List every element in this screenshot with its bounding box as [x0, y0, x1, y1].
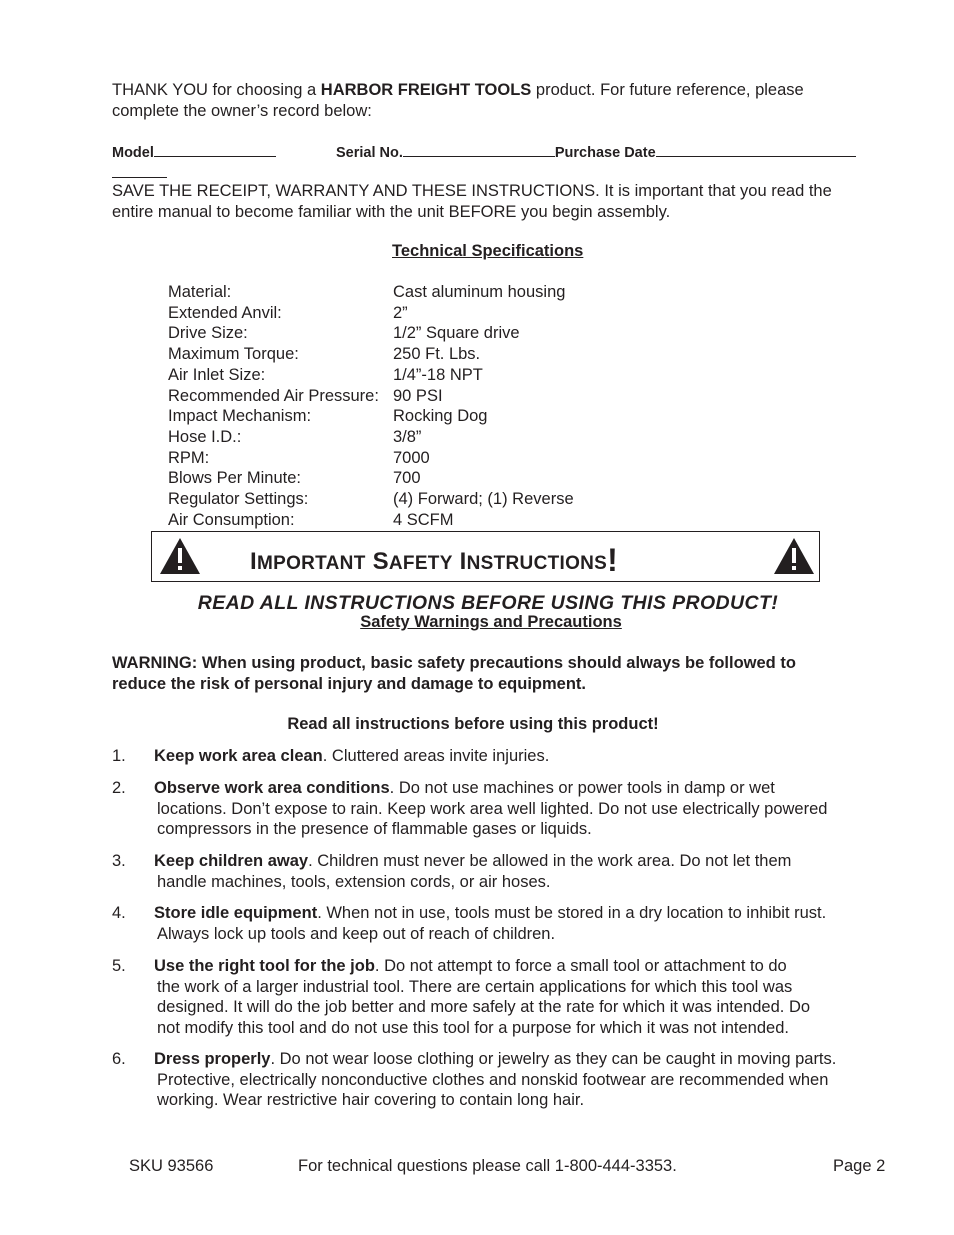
- spec-value: 1/4”-18 NPT: [393, 366, 483, 384]
- spec-value: Rocking Dog: [393, 407, 488, 425]
- footer-page-number: Page 2: [833, 1157, 886, 1175]
- spec-label: Hose I.D.:: [168, 428, 242, 446]
- model-blank: [154, 142, 276, 157]
- item-text: . Children must never be allowed in the work area. Do not let them: [308, 852, 792, 870]
- purchase-date-label: Purchase Date: [554, 145, 656, 161]
- item-continuation-line: compressors in the presence of flammable gases or liquids.: [157, 820, 592, 838]
- item-continuation-line: locations. Don’t expose to rain. Keep work area well lighted. Do not use electrically powered: [157, 800, 828, 818]
- spec-value: 2”: [393, 304, 408, 322]
- save-line-1: SAVE THE RECEIPT, WARRANTY AND THESE INSTRUCTIONS. It is important that you read the: [112, 182, 832, 200]
- safety-heading: Safety Warnings and Precautions: [360, 613, 622, 631]
- safety-banner: [151, 531, 820, 582]
- banner-title: IMPORTANT SAFETY INSTRUCTIONS!: [250, 542, 619, 578]
- spec-label: Air Consumption:: [168, 511, 295, 529]
- item-number: 3.: [112, 852, 126, 870]
- item-text: . When not in use, tools must be stored in a dry location to inhibit rust.: [317, 904, 827, 922]
- serial-record: [336, 142, 856, 163]
- spec-label: Air Inlet Size:: [168, 366, 266, 384]
- item-title: Dress properly: [154, 1050, 271, 1068]
- item-number: 6.: [112, 1050, 126, 1068]
- item-first-line: [154, 903, 826, 923]
- footer-sku: SKU 93566: [129, 1157, 214, 1175]
- intro-line-2: complete the owner’s record below:: [112, 102, 372, 120]
- item-text: . Do not attempt to force a small tool or attachment to do: [374, 957, 787, 975]
- spec-label: Blows Per Minute:: [168, 469, 301, 487]
- item-title: Store idle equipment: [154, 904, 318, 922]
- item-first-line: [154, 851, 791, 871]
- intro-line-1: [112, 80, 804, 100]
- item-text: . Cluttered areas invite injuries.: [322, 747, 550, 765]
- item-first-line: [154, 1049, 836, 1069]
- spec-label: Impact Mechanism:: [168, 407, 312, 425]
- intro-text: THANK YOU for choosing a: [112, 81, 321, 99]
- item-title: Use the right tool for the job: [154, 957, 375, 975]
- spec-value: 90 PSI: [393, 387, 443, 405]
- item-first-line: [154, 956, 787, 976]
- item-number: 1.: [112, 747, 126, 765]
- spec-value: 3/8”: [393, 428, 422, 446]
- read-all-heading: READ ALL INSTRUCTIONS BEFORE USING THIS PRODUCT!: [197, 592, 779, 614]
- item-number: 2.: [112, 779, 126, 797]
- item-continuation-line: Always lock up tools and keep out of reach of children.: [157, 925, 556, 943]
- item-continuation-line: working. Wear restrictive hair covering to contain long hair.: [157, 1091, 585, 1109]
- read-before-note: Read all instructions before using this product!: [287, 715, 659, 733]
- item-text: . Do not wear loose clothing or jewelry as they can be caught in moving parts.: [270, 1050, 837, 1068]
- record-continuation-line: [112, 177, 167, 178]
- spec-value: Cast aluminum housing: [393, 283, 566, 301]
- serial-label: Serial No.: [336, 145, 403, 161]
- spec-value: 4 SCFM: [393, 511, 454, 529]
- save-line-2: entire manual to become familiar with the unit BEFORE you begin assembly.: [112, 203, 671, 221]
- spec-label: RPM:: [168, 449, 210, 467]
- spec-label: Regulator Settings:: [168, 490, 309, 508]
- item-text: . Do not use machines or power tools in damp or wet: [389, 779, 775, 797]
- owner-record: [112, 142, 276, 163]
- specs-heading: Technical Specifications: [392, 242, 584, 260]
- warning-icon: [158, 536, 202, 576]
- purchase-date-blank: [656, 142, 856, 157]
- spec-label: Extended Anvil:: [168, 304, 282, 322]
- item-continuation-line: not modify this tool and do not use this tool for a purpose for which it was not intended.: [157, 1019, 789, 1037]
- spec-value: 250 Ft. Lbs.: [393, 345, 481, 363]
- item-first-line: [154, 778, 775, 798]
- item-title: Keep children away: [154, 852, 309, 870]
- spec-label: Drive Size:: [168, 324, 248, 342]
- spec-label: Maximum Torque:: [168, 345, 299, 363]
- intro-text: product. For future reference, please: [531, 81, 804, 99]
- item-first-line: [154, 746, 549, 766]
- model-label: Model: [112, 145, 154, 161]
- brand-name: HARBOR FREIGHT TOOLS: [320, 81, 532, 99]
- item-number: 5.: [112, 957, 126, 975]
- item-continuation-line: Protective, electrically nonconductive clothes and nonskid footwear are recommended when: [157, 1071, 829, 1089]
- footer-tech-support: For technical questions please call 1-800-444-3353.: [298, 1157, 677, 1175]
- warning-line-2: reduce the risk of personal injury and damage to equipment.: [112, 675, 587, 693]
- spec-value: 1/2” Square drive: [393, 324, 520, 342]
- item-number: 4.: [112, 904, 126, 922]
- spec-label: Recommended Air Pressure:: [168, 387, 379, 405]
- warning-icon: [772, 536, 816, 576]
- item-continuation-line: handle machines, tools, extension cords, or air hoses.: [157, 873, 551, 891]
- serial-blank: [403, 142, 555, 157]
- spec-value: (4) Forward; (1) Reverse: [393, 490, 574, 508]
- spec-label: Material:: [168, 283, 232, 301]
- item-title: Keep work area clean: [154, 747, 323, 765]
- spec-value: 7000: [393, 449, 430, 467]
- item-continuation-line: designed. It will do the job better and more safely at the rate for which it was intended. Do: [157, 998, 811, 1016]
- item-title: Observe work area conditions: [154, 779, 390, 797]
- spec-value: 700: [393, 469, 421, 487]
- item-continuation-line: the work of a larger industrial tool. There are certain applications for which this tool was: [157, 978, 793, 996]
- warning-line-1: WARNING: When using product, basic safety precautions should always be followed to: [112, 654, 796, 672]
